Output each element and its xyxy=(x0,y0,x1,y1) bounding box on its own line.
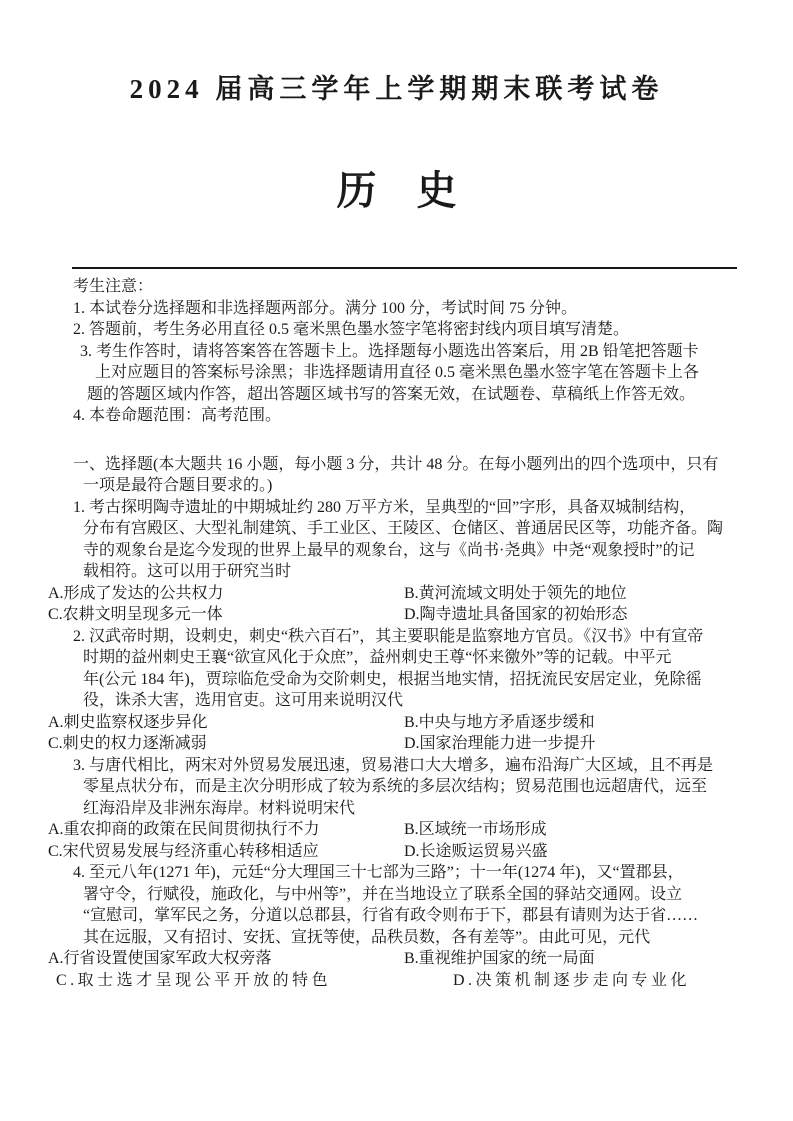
question-4-options-row-2 xyxy=(56,970,745,992)
question-1-stem-line-3: 寺的观象台是迄今发现的世界上最早的观象台，这与《尚书·尧典》中尧“观象授时”的记 xyxy=(83,541,695,559)
question-2 xyxy=(48,626,745,755)
question-2-stem-line-3: 年(公元 184 年)，贾琮临危受命为交阶刺史，根据当地实情，招抚流民安居定业，免除徭 xyxy=(83,670,702,688)
section-heading-line-1: 一、选择题(本大题共 16 小题，每小题 3 分，共计 48 分。在每小题列出的四个选项中，只有 xyxy=(73,455,719,473)
question-4-stem-line-3: “宣慰司，掌军民之务，分道以总郡县，行省有政令则布于下，郡县有请则为达于省…… xyxy=(83,907,699,924)
question-4-option-d: D.决策机制逐步走向专业化 xyxy=(453,971,691,989)
question-1-stem-line-1: 1. 考古探明陶寺遗址的中期城址约 280 万平方米，呈典型的“回”字形，具备双城制结构， xyxy=(73,498,696,516)
exam-subject: 历 史 xyxy=(336,168,457,213)
section-heading-line-2: 一项是最符合题目要求的。) xyxy=(83,477,273,494)
question-3-option-a: A.重农抑商的政策在民间贯彻执行不力 xyxy=(48,821,320,838)
notice-block xyxy=(73,276,745,427)
question-2-stem-line-2: 时期的益州刺史王襄“欲宣风化于众庶”，益州刺史王尊“怀来徼外”等的记载。中平元 xyxy=(83,649,672,666)
question-3-stem-line-1: 3. 与唐代相比，两宋对外贸易发展迅速，贸易港口大大增多，遍布沿海广大区域，且不再是 xyxy=(73,756,714,774)
notice-line-3-cont-1: 上对应题目的答案标号涂黑；非选择题请用直径 0.5 毫米黑色墨水签字笔在答题卡上各 xyxy=(95,364,700,381)
notice-line-3-cont-2: 题的答题区域内作答，超出答题区域书写的答案无效，在试题卷、草稿纸上作答无效。 xyxy=(87,385,696,403)
question-1-options-row-1 xyxy=(48,583,745,605)
question-4 xyxy=(48,862,745,991)
question-1-option-c: C.农耕文明呈现多元一体 xyxy=(48,606,223,623)
question-1-option-d: D.陶寺遗址具备国家的初始形态 xyxy=(404,606,628,623)
question-4-stem-line-4: 其在远服，又有招讨、安抚、宣抚等使，品秩员数，各有差等”。由此可见，元代 xyxy=(83,928,651,946)
question-4-options-row-1 xyxy=(48,948,745,970)
question-2-options-row-2 xyxy=(48,733,745,755)
question-4-stem-line-1: 4. 至元八年(1271 年)，元廷“分大理国三十七部为三路”；十一年(1274 年)，又“置郡县， xyxy=(73,864,684,881)
question-2-option-c: C.刺史的权力逐渐减弱 xyxy=(48,735,207,752)
notice-line-1: 1. 本试卷分选择题和非选择题两部分。满分 100 分，考试时间 75 分钟。 xyxy=(73,299,578,317)
question-1-options-row-2 xyxy=(48,604,745,626)
question-4-option-a: A.行省设置使国家军政大权旁落 xyxy=(48,950,272,967)
question-1-option-b: B.黄河流域文明处于领先的地位 xyxy=(404,584,627,602)
question-2-option-d: D.国家治理能力进一步提升 xyxy=(404,735,596,752)
divider-line xyxy=(72,267,737,269)
question-4-stem-line-2: 署守令，行赋役，施政化，与中州等”，并在当地设立了联系全国的驿站交通网。设立 xyxy=(83,885,683,903)
section-heading xyxy=(73,454,745,497)
question-2-option-a: A.刺史监察权逐步异化 xyxy=(48,713,208,731)
question-3-option-d: D.长途贩运贸易兴盛 xyxy=(404,842,548,860)
question-1-option-a: A.形成了发达的公共权力 xyxy=(48,584,224,602)
notice-line-3: 3. 考生作答时，请将答案答在答题卡上。选择题每小题选出答案后，用 2B 铅笔把答题卡 xyxy=(80,342,699,360)
question-2-stem-line-4: 役，诛杀大害，选用官吏。这可用来说明汉代 xyxy=(83,692,404,709)
question-3-options-row-2 xyxy=(48,841,745,863)
question-1-stem-line-4: 载相符。这可以用于研究当时 xyxy=(83,563,292,580)
question-3-option-c: C.宋代贸易发展与经济重心转移相适应 xyxy=(48,842,319,860)
notice-heading: 考生注意： xyxy=(73,278,154,295)
question-2-stem-line-1: 2. 汉武帝时期，设刺史，刺史“秩六百石”，其主要职能是监察地方官员。《汉书》中有宣帝 xyxy=(73,627,704,645)
question-1 xyxy=(48,497,745,626)
question-2-options-row-1 xyxy=(48,712,745,734)
question-3-option-b: B.区域统一市场形成 xyxy=(404,821,547,838)
notice-line-2: 2. 答题前，考生务必用直径 0.5 毫米黑色墨水签字笔将密封线内项目填写清楚。 xyxy=(73,321,630,338)
question-3-stem-line-2: 零星点状分布，而是主次分明形成了较为系统的多层次结构；贸易范围也远超唐代，远至 xyxy=(83,778,708,795)
question-4-option-c: C.取士选才呈现公平开放的特色 xyxy=(56,971,332,989)
question-2-option-b: B.中央与地方矛盾逐步缓和 xyxy=(404,713,595,731)
question-4-option-b: B.重视维护国家的统一局面 xyxy=(404,950,595,967)
question-3 xyxy=(48,755,745,863)
question-1-stem-line-2: 分布有宫殿区、大型礼制建筑、手工业区、王陵区、仓储区、普通居民区等，功能齐备。陶 xyxy=(83,520,724,537)
exam-title: 2024 届高三学年上学期期末联考试卷 xyxy=(129,74,664,104)
question-3-stem-line-3: 红海沿岸及非洲东海岸。材料说明宋代 xyxy=(83,799,356,817)
notice-line-4: 4. 本卷命题范围：高考范围。 xyxy=(73,407,282,424)
page-content xyxy=(48,276,745,991)
question-3-options-row-1 xyxy=(48,819,745,841)
